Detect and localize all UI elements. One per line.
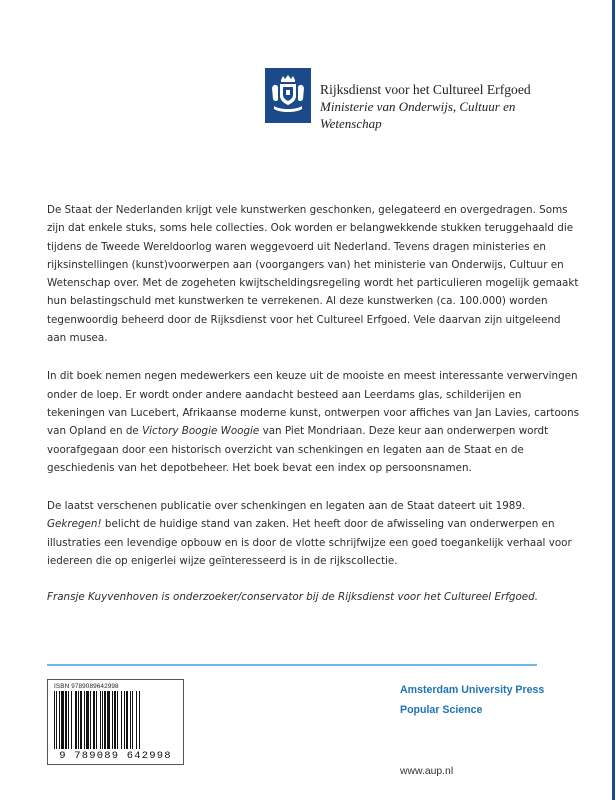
isbn-label: ISBN 9789089642998 — [54, 683, 119, 690]
barcode-digits: 9 789089 642998 — [59, 750, 172, 762]
publisher-block — [400, 680, 544, 720]
ministry-line-2: Wetenschap — [320, 116, 382, 131]
barcode — [47, 679, 184, 765]
publisher-series: Popular Science — [400, 704, 483, 716]
paragraph-context-title: Gekregen! — [47, 518, 102, 531]
author-credit: Fransje Kuyvenhoven is onderzoeker/conservator bij de Rijksdienst voor het Cultureel Erfgoed. — [47, 591, 538, 604]
agency-name: Rijksdienst voor het Cultureel Erfgoed — [320, 82, 531, 97]
paragraph-contents-title: Victory Boogie Woogie — [142, 425, 260, 438]
ministry-line-1: Ministerie van Onderwijs, Cultuur en — [320, 99, 516, 114]
paragraph-context-b: belicht de huidige stand van zaken. Het heeft door de afwisseling van onderwerpen en illustraties een levendige opbouw en is door de vlotte schrijfwijze een goed toegankelijk verhaal voor iedereen die op enigerlei wijze geïnteresseerd is in de rijkscollectie. — [47, 518, 572, 568]
paragraph-contents-a: In dit boek nemen negen medewerkers een keuze uit de mooiste en meest interessante verwervingen onder de loep. Er wordt onder andere aandacht besteed aan Leerdams glas, schilderijen en tekeningen van Lucebert, Afrikaanse moderne kunst, ontwerpen voor affiches van Jan Lavies, cartoons van Opland en de — [47, 370, 580, 438]
paragraph-intro: De Staat der Nederlanden krijgt vele kunstwerken geschonken, gelegateerd en overgedragen. Soms zijn dat enkele stuks, soms hele collecties. Ook worden er belangwekkende stukken teruggehaald die tijdens de Tweede Wereldoorlog waren weggevoerd uit Nederland. Tevens dragen ministeries en rijksinstellingen (kunst)voorwerpen aan (voorgangers van) het ministerie van Onderwijs, Cultuur en Wetenschap over. Met de zogeheten kwijtscheldingsregeling wordt het particulieren mogelijk gemaakt hun belastingschuld met kunstwerken te verrekenen. Al deze kunstwerken (ca. 100.000) worden tegenwoordig beheerd door de Rijksdienst voor het Cultureel Erfgoed. Vele daarvan zijn uitgeleend aan musea. — [47, 204, 579, 345]
blurb — [47, 201, 582, 627]
website-link[interactable]: www.aup.nl — [400, 766, 454, 777]
paragraph-contents-b: van Piet Mondriaan. Deze keur aan onderwerpen wordt voorafgegaan door een historisch overzicht van schenkingen en legaten aan de Staat en de geschiedenis van het depotbeheer. Het boek bevat een index op persoonsnamen. — [47, 425, 549, 474]
paragraph-context — [47, 497, 582, 570]
paragraph-context-a: De laatst verschenen publicatie over schenkingen en legaten aan de Staat dateert uit 1989. — [47, 500, 526, 513]
logo-band — [265, 68, 311, 123]
barcode-bars — [50, 691, 181, 749]
agency-block — [320, 81, 600, 132]
paragraph-contents — [47, 367, 582, 477]
divider-line — [47, 664, 537, 666]
coat-of-arms-icon — [265, 68, 311, 123]
publisher-name: Amsterdam University Press — [400, 684, 545, 696]
